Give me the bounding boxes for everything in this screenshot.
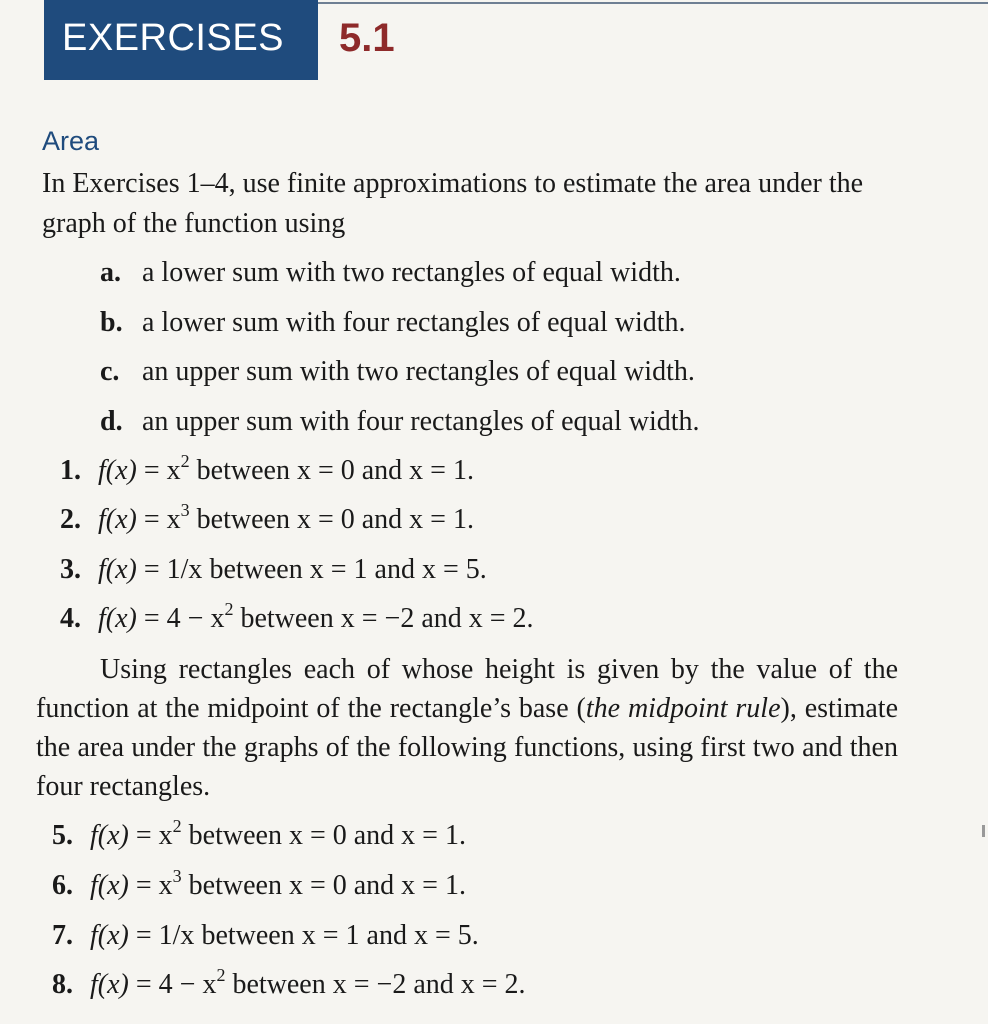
exponent: 2 (180, 450, 190, 471)
section-title: Area (42, 126, 100, 156)
interval-text: between x = 0 and x = 1. (189, 504, 474, 535)
option-text: a lower sum with two rectangles of equal width. (142, 257, 681, 288)
function-expression: = 1/x (136, 554, 203, 585)
exercise-number: 7. (52, 920, 73, 951)
interval-text: between x = 0 and x = 1. (181, 870, 466, 901)
exercise-number: 5. (52, 820, 73, 851)
function-name: f(x) (98, 603, 137, 634)
function-name: f(x) (98, 455, 137, 486)
exponent: 2 (172, 815, 182, 836)
exercise-7 (52, 919, 479, 953)
interval-text: between x = 1 and x = 5. (194, 920, 479, 951)
option-label: d. (100, 406, 123, 437)
exercise-3 (60, 553, 487, 587)
exercise-8 (52, 964, 526, 1002)
function-expression: = x (128, 820, 173, 851)
function-name: f(x) (98, 504, 137, 535)
interval-text: between x = 0 and x = 1. (189, 455, 474, 486)
midpoint-text-after: ), estimate the area under the graphs of the following functions, using first two and then four rectangles. (36, 693, 899, 802)
option-text: an upper sum with two rectangles of equal width. (142, 356, 695, 387)
midpoint-paragraph (36, 650, 898, 806)
function-expression: = x (136, 504, 181, 535)
option-d (100, 405, 700, 439)
option-a (100, 256, 681, 290)
function-expression: = 1/x (128, 920, 195, 951)
header-title: EXERCISES (62, 17, 285, 59)
option-c (100, 355, 695, 389)
top-rule (318, 2, 988, 4)
exercise-1 (60, 450, 474, 488)
exponent: 2 (224, 598, 234, 619)
function-name: f(x) (90, 969, 129, 1000)
exponent: 3 (180, 499, 190, 520)
function-name: f(x) (90, 820, 129, 851)
function-name: f(x) (98, 554, 137, 585)
exercise-number: 4. (60, 603, 81, 634)
exercise-number: 6. (52, 870, 73, 901)
option-text: an upper sum with four rectangles of equal width. (142, 406, 700, 437)
option-b (100, 306, 686, 340)
option-text: a lower sum with four rectangles of equal width. (142, 307, 686, 338)
exercise-4 (60, 598, 534, 636)
function-name: f(x) (90, 870, 129, 901)
exercise-number: 1. (60, 455, 81, 486)
function-name: f(x) (90, 920, 129, 951)
interval-text: between x = −2 and x = 2. (225, 969, 526, 1000)
exercise-6 (52, 865, 466, 903)
interval-text: between x = 1 and x = 5. (202, 554, 487, 585)
exercises-header-box (44, 0, 318, 80)
section-number: 5.1 (339, 16, 395, 60)
exercise-2 (60, 499, 474, 537)
interval-text: between x = 0 and x = 1. (181, 820, 466, 851)
midpoint-text-before: Using rectangles each of whose height is given by the value of the function at the midpoint of the rectangle’s base ( (36, 654, 898, 724)
function-expression: = 4 − x (128, 969, 217, 1000)
function-expression: = 4 − x (136, 603, 225, 634)
intro-paragraph: In Exercises 1–4, use finite approximations to estimate the area under the graph of the function using (42, 168, 864, 239)
exercise-number: 2. (60, 504, 81, 535)
function-expression: = x (128, 870, 173, 901)
midpoint-rule-term: the midpoint rule (585, 693, 781, 724)
option-label: c. (100, 356, 120, 387)
exponent: 2 (216, 964, 226, 985)
margin-mark (982, 825, 985, 837)
exercise-number: 3. (60, 554, 81, 585)
exercise-5 (52, 815, 466, 853)
exponent: 3 (172, 865, 182, 886)
interval-text: between x = −2 and x = 2. (233, 603, 534, 634)
option-label: b. (100, 307, 123, 338)
option-label: a. (100, 257, 121, 288)
exercise-number: 8. (52, 969, 73, 1000)
function-expression: = x (136, 455, 181, 486)
